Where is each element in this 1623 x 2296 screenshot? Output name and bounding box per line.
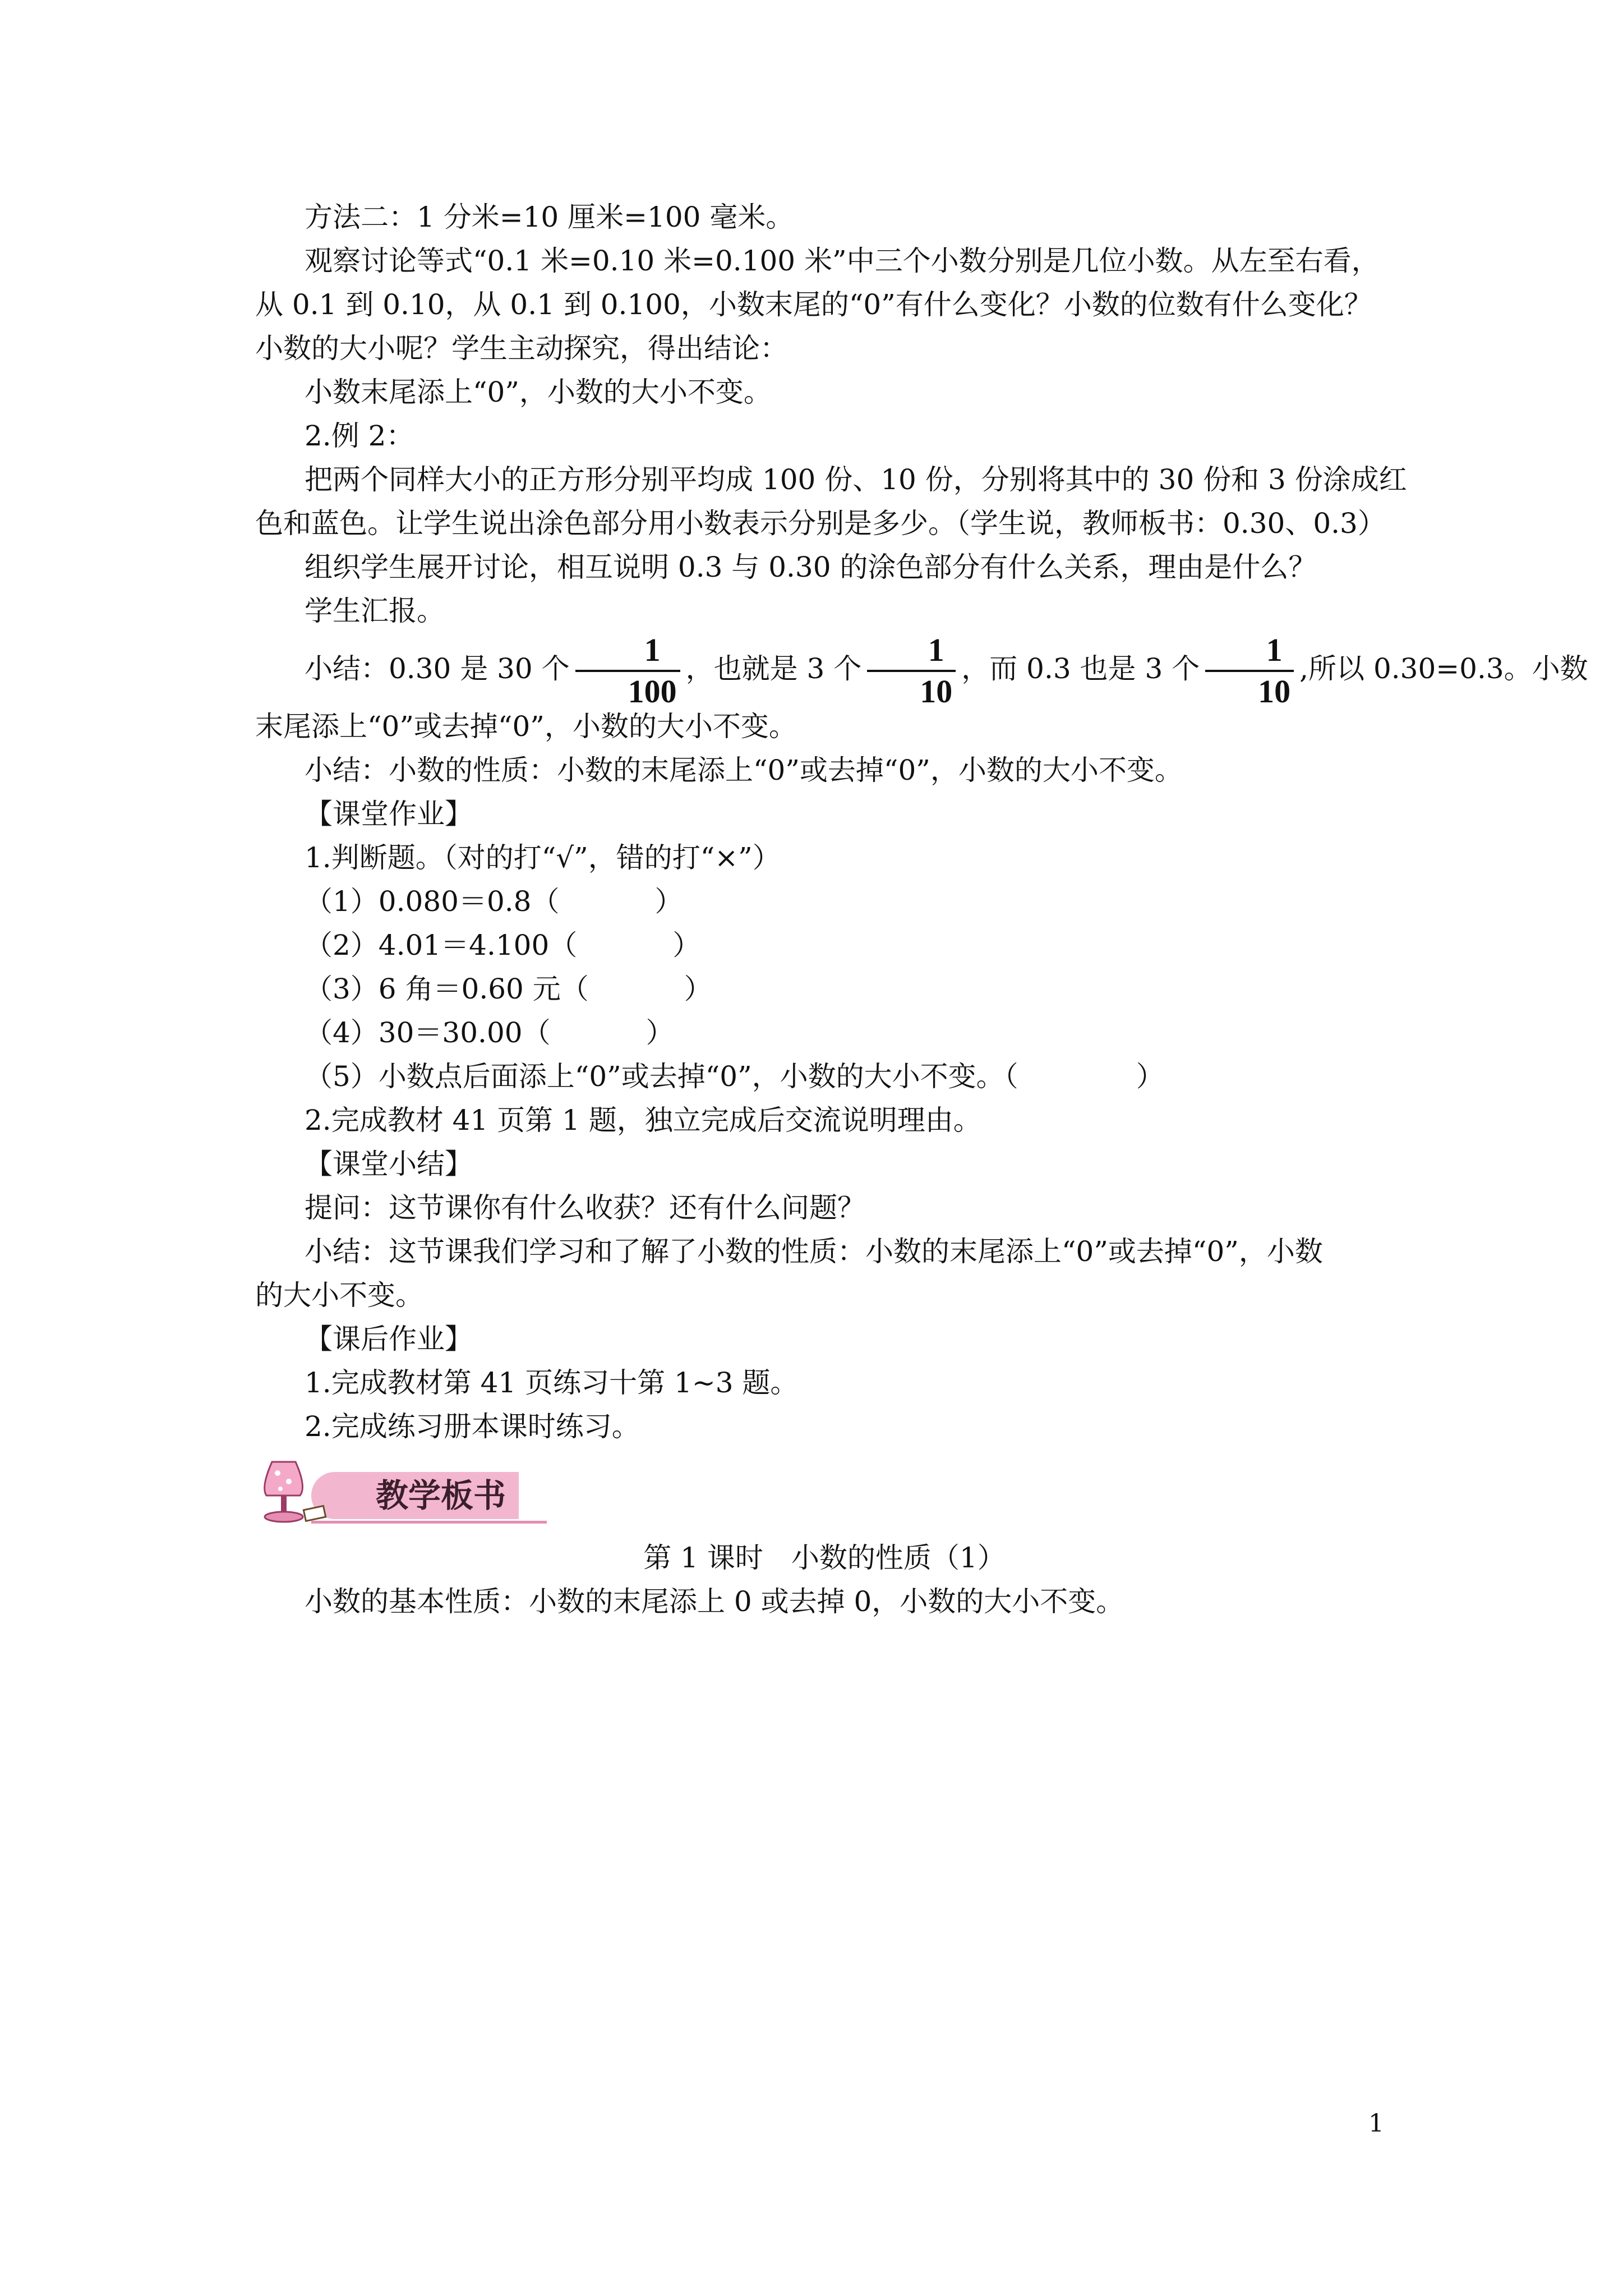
paragraph: 色和蓝色。让学生说出涂色部分用小数表示分别是多少。（学生说，教师板书：0.30、0.3）: [255, 507, 1386, 540]
paragraph: 把两个同样大小的正方形分别平均成 100 份、10 份，分别将其中的 30 份和 3 份涂成红: [305, 463, 1407, 496]
fraction: $\frac{1}{10}$: [1205, 634, 1294, 708]
fraction: $\frac{1}{10}$: [867, 634, 956, 708]
banner-underline: [311, 1521, 547, 1524]
section-heading: 【课后作业】: [305, 1323, 473, 1355]
paragraph: 小数的大小呢？学生主动探究，得出结论：: [255, 332, 788, 365]
board-text: 小数的基本性质：小数的末尾添上 0 或去掉 0，小数的大小不变。: [305, 1585, 1124, 1618]
summary-with-fractions: 小结：0.30 是 30 个 $\frac{1}{100}$ ，也就是 3 个 $\frac{1}{10}$ ，而 0.3 也是 3 个 $\frac{1}{10}$ ,所以 0.30=0.3。小数: [305, 632, 1588, 710]
conclusion: 小数末尾添上“0”，小数的大小不变。: [305, 376, 772, 408]
section-heading: 【课堂小结】: [305, 1148, 473, 1180]
lamp-icon: [255, 1456, 328, 1526]
paragraph: 学生汇报。: [305, 595, 445, 627]
banner-label: 教学板书: [376, 1476, 506, 1515]
exercise-item: （1）0.080＝0.8（ ）: [305, 885, 683, 918]
exercise-item: （5）小数点后面添上“0”或去掉“0”，小数的大小不变。（ ）: [305, 1060, 1164, 1093]
document-body: [255, 195, 1588, 1623]
paragraph: 小结：这节课我们学习和了解了小数的性质：小数的末尾添上“0”或去掉“0”，小数: [305, 1235, 1323, 1268]
paragraph: 末尾添上“0”或去掉“0”，小数的大小不变。: [255, 710, 797, 743]
paragraph: 提问：这节课你有什么收获？还有什么问题？: [305, 1191, 865, 1224]
paragraph: 从 0.1 到 0.10，从 0.1 到 0.100，小数末尾的“0”有什么变化？小数的位数有什么变化？: [255, 288, 1372, 321]
exercise-prompt: 1.判断题。（对的打“√”，错的打“×”）: [305, 841, 781, 874]
paragraph: 观察讨论等式“0.1 米=0.10 米=0.100 米”中三个小数分别是几位小数。从左至右看，: [305, 245, 1380, 277]
section-heading: 【课堂作业】: [305, 798, 473, 830]
homework-item: 2.完成练习册本课时练习。: [305, 1410, 640, 1443]
exercise-item: （4）30＝30.00（ ）: [305, 1016, 674, 1049]
paragraph: 组织学生展开讨论，相互说明 0.3 与 0.30 的涂色部分有什么关系，理由是什么？: [305, 551, 1317, 583]
fraction: $\frac{1}{100}$: [575, 634, 680, 708]
exercise-item: （3）6 角＝0.60 元（ ）: [305, 973, 712, 1005]
exercise-item: （2）4.01＝4.100（ ）: [305, 929, 701, 961]
paragraph: 的大小不变。: [255, 1279, 423, 1312]
board-banner: [255, 1452, 1394, 1536]
summary: 小结：小数的性质：小数的末尾添上“0”或去掉“0”，小数的大小不变。: [305, 754, 1183, 786]
paragraph: 2.完成教材 41 页第 1 题，独立完成后交流说明理由。: [305, 1104, 981, 1137]
board-title: 第 1 课时 小数的性质（1）: [643, 1542, 1006, 1574]
example-heading: 2.例 2：: [305, 420, 414, 452]
page-number: 1: [1368, 2109, 1384, 2138]
paragraph: 方法二：1 分米=10 厘米=100 毫米。: [305, 201, 794, 233]
homework-item: 1.完成教材第 41 页练习十第 1~3 题。: [305, 1366, 799, 1399]
